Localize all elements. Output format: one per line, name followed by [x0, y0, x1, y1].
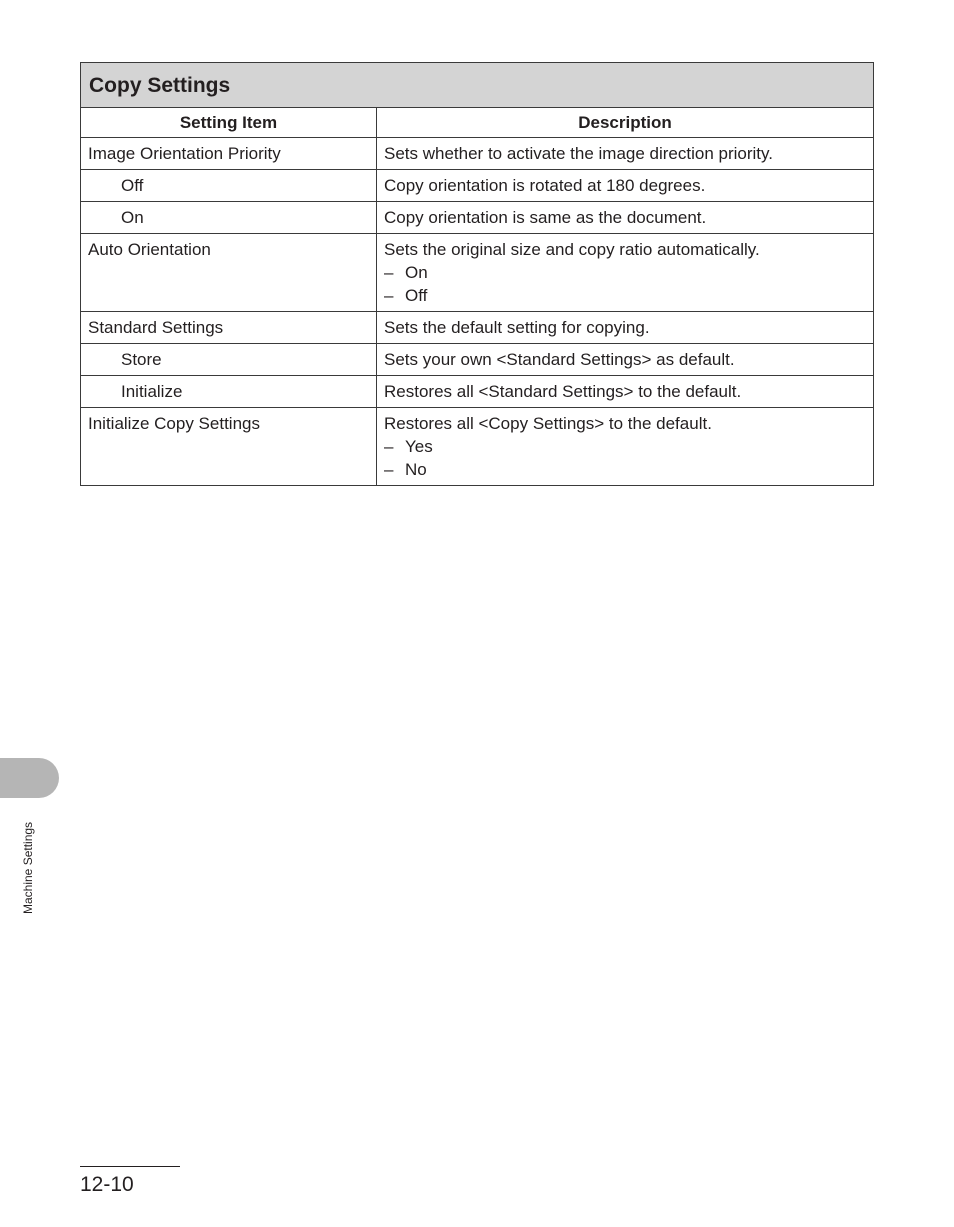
table-title: Copy Settings — [81, 63, 874, 108]
option-dash: – — [384, 437, 394, 456]
column-header-setting-item: Setting Item — [81, 108, 377, 138]
option-dash: – — [384, 286, 394, 305]
option-dash: – — [384, 263, 394, 282]
table-row — [81, 376, 874, 408]
column-header-description: Description — [377, 108, 874, 138]
setting-description: Sets the default setting for copying. — [377, 312, 874, 344]
setting-item: Initialize Copy Settings — [81, 408, 377, 486]
setting-description: Sets your own <Standard Settings> as default. — [377, 344, 874, 376]
option-item — [384, 458, 866, 481]
option-label: No — [405, 460, 427, 479]
setting-item: Standard Settings — [81, 312, 377, 344]
setting-description: Copy orientation is rotated at 180 degrees. — [377, 170, 874, 202]
setting-item: Auto Orientation — [81, 234, 377, 312]
table-row — [81, 234, 874, 312]
setting-description: Copy orientation is same as the document. — [377, 202, 874, 234]
setting-sub-item: Off — [81, 170, 377, 202]
setting-description: Sets whether to activate the image direction priority. — [377, 138, 874, 170]
table-row — [81, 312, 874, 344]
setting-item: Image Orientation Priority — [81, 138, 377, 170]
chapter-tab-label: Machine Settings — [21, 821, 35, 914]
table-title-row — [81, 63, 874, 108]
setting-sub-item: Store — [81, 344, 377, 376]
table-row — [81, 202, 874, 234]
setting-description-cell — [377, 408, 874, 486]
option-label: Off — [405, 286, 428, 305]
page-number: 12-10 — [80, 1173, 134, 1196]
copy-settings-table — [80, 62, 874, 486]
footer-divider — [80, 1166, 180, 1167]
setting-description: Restores all <Copy Settings> to the default. — [384, 414, 712, 433]
table-header-row — [81, 108, 874, 138]
table-row — [81, 344, 874, 376]
table-row — [81, 170, 874, 202]
setting-description-cell — [377, 234, 874, 312]
setting-sub-item: On — [81, 202, 377, 234]
setting-sub-item: Initialize — [81, 376, 377, 408]
option-dash: – — [384, 460, 394, 479]
option-label: On — [405, 263, 428, 282]
option-item — [384, 284, 866, 307]
option-item — [384, 261, 866, 284]
setting-description: Restores all <Standard Settings> to the default. — [377, 376, 874, 408]
table-row — [81, 408, 874, 486]
chapter-tab — [0, 758, 59, 798]
table-row — [81, 138, 874, 170]
option-item — [384, 435, 866, 458]
setting-description: Sets the original size and copy ratio automatically. — [384, 240, 760, 259]
option-label: Yes — [405, 437, 433, 456]
